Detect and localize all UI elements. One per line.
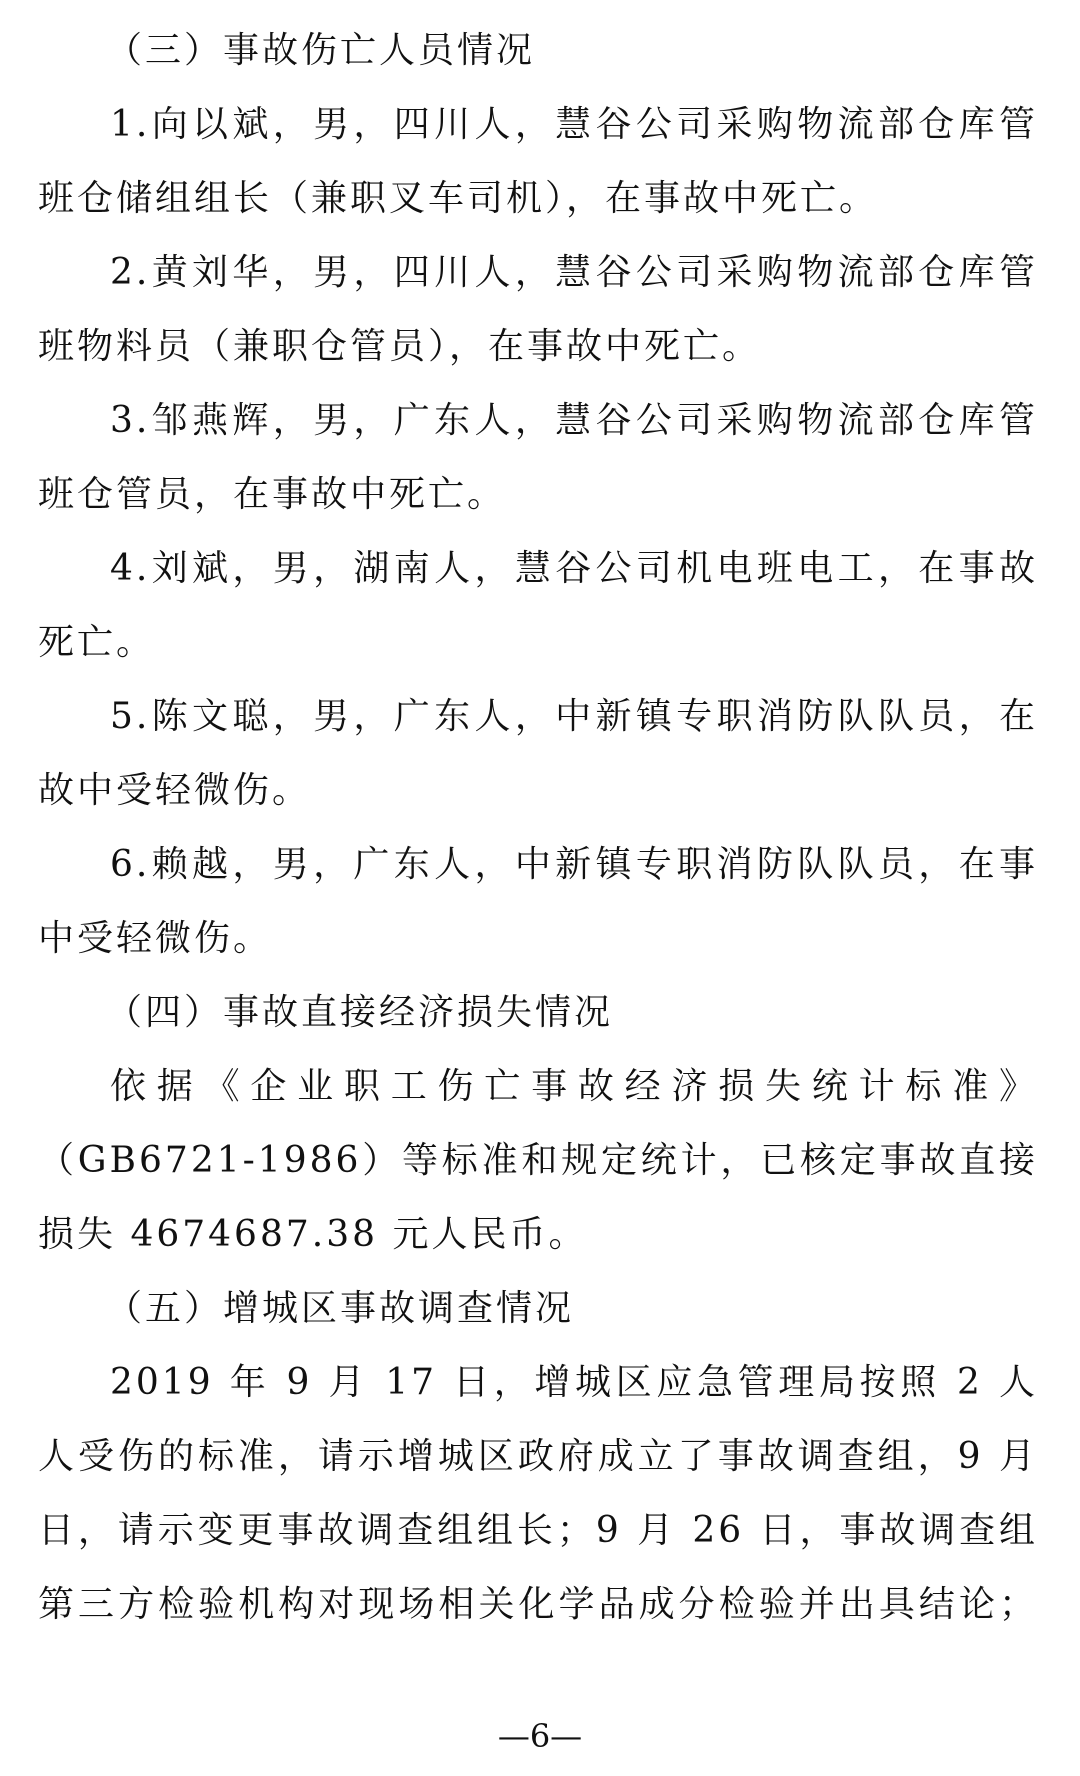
section-heading-investigation: （五）增城区事故调查情况 (106, 1288, 575, 1329)
section-heading-casualties: （三）事故伤亡人员情况 (106, 30, 536, 71)
paragraph-line: 故中受轻微伤。 (38, 770, 312, 811)
paragraph-line: 4.刘斌，男，湖南人，慧谷公司机电班电工，在事故 (110, 548, 1038, 589)
section-heading-economic-loss: （四）事故直接经济损失情况 (106, 992, 614, 1033)
paragraph-line: 人受伤的标准，请示增城区政府成立了事故调查组，9 月 (38, 1436, 1038, 1477)
document-body (38, 14, 1038, 1642)
paragraph-line: 日，请示变更事故调查组组长；9 月 26 日，事故调查组 (38, 1510, 1038, 1551)
paragraph-line: 1.向以斌，男，四川人，慧谷公司采购物流部仓库管 (110, 104, 1038, 145)
paragraph-line: 2.黄刘华，男，四川人，慧谷公司采购物流部仓库管 (110, 252, 1038, 293)
paragraph-line: 第三方检验机构对现场相关化学品成分检验并出具结论； (38, 1584, 1038, 1625)
paragraph-line: 3.邹燕辉，男，广东人，慧谷公司采购物流部仓库管 (110, 400, 1038, 441)
paragraph-line: 班仓管员，在事故中死亡。 (38, 474, 507, 515)
paragraph-line: 损失 4674687.38 元人民币。 (38, 1214, 588, 1255)
paragraph-line: 6.赖越，男，广东人，中新镇专职消防队队员，在事 (110, 844, 1038, 885)
paragraph-line: 2019 年 9 月 17 日，增城区应急管理局按照 2 人 (110, 1362, 1038, 1403)
paragraph-line: 中受轻微伤。 (38, 918, 273, 959)
paragraph-line: 5.陈文聪，男，广东人，中新镇专职消防队队员，在 (110, 696, 1038, 737)
paragraph-line: （GB6721-1986）等标准和规定统计，已核定事故直接 (38, 1140, 1038, 1181)
paragraph-line: 班物料员（兼职仓管员），在事故中死亡。 (38, 326, 762, 367)
paragraph-line: 班仓储组组长（兼职叉车司机），在事故中死亡。 (38, 178, 879, 219)
page-number: —6— (497, 1717, 583, 1755)
paragraph-line: 依据《企业职工伤亡事故经济损失统计标准》 (110, 1066, 1038, 1107)
paragraph-line: 死亡。 (38, 622, 156, 663)
